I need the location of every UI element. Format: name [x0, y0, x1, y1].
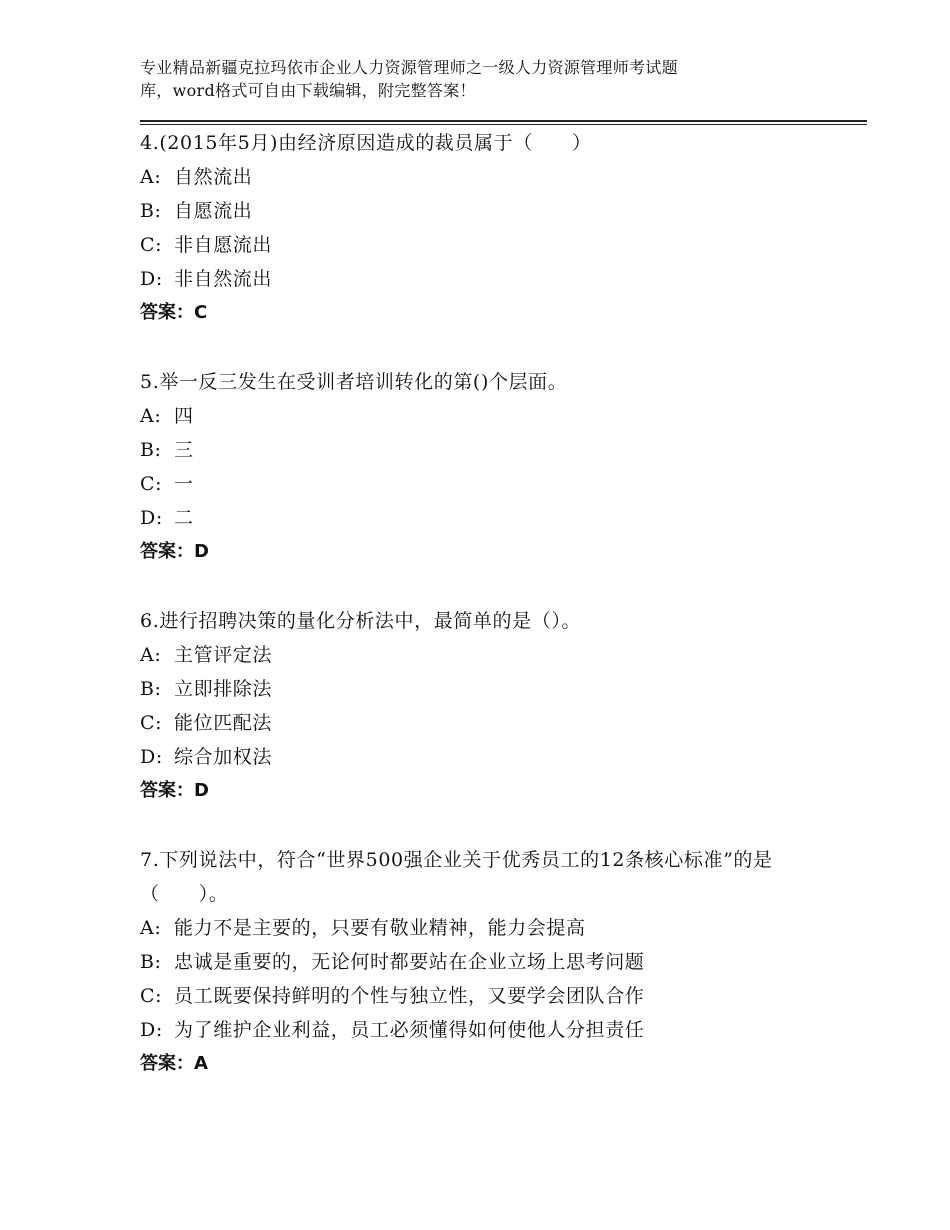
- option-text: 忠诚是重要的，无论何时都要站在企业立场上思考问题: [174, 951, 645, 973]
- option-text: 四: [174, 405, 194, 427]
- option-d: [140, 501, 867, 535]
- option-a: [140, 160, 867, 194]
- document-header: [140, 56, 780, 102]
- question-5: [140, 365, 867, 569]
- answer-value: D: [194, 541, 209, 562]
- option-b: [140, 194, 867, 228]
- answer-value: A: [194, 1053, 208, 1074]
- option-a: [140, 911, 867, 945]
- question-stem: 4.(2015年5月)由经济原因造成的裁员属于（ ）: [140, 132, 592, 154]
- option-letter: C:: [140, 985, 163, 1007]
- option-letter: C:: [140, 473, 163, 495]
- question-7: [140, 843, 867, 1081]
- answer-line: [140, 1047, 867, 1081]
- answer-line: [140, 535, 867, 569]
- option-d: [140, 262, 867, 296]
- option-letter: D:: [140, 1019, 163, 1041]
- option-letter: C:: [140, 234, 163, 256]
- option-c: [140, 979, 867, 1013]
- option-text: 自愿流出: [174, 200, 253, 222]
- option-letter: D:: [140, 268, 163, 290]
- option-letter: B:: [140, 951, 162, 973]
- option-b: [140, 672, 867, 706]
- option-a: [140, 399, 867, 433]
- option-letter: A:: [140, 405, 162, 427]
- question-4: [140, 126, 867, 330]
- answer-value: D: [194, 780, 209, 801]
- option-text: 综合加权法: [174, 746, 273, 768]
- option-text: 三: [174, 439, 194, 461]
- option-text: 能力不是主要的，只要有敬业精神，能力会提高: [174, 917, 586, 939]
- answer-value: C: [194, 302, 208, 323]
- option-text: 为了维护企业利益，员工必须懂得如何使他人分担责任: [174, 1019, 645, 1041]
- option-text: 立即排除法: [174, 678, 273, 700]
- option-c: [140, 228, 867, 262]
- answer-label: 答案：: [140, 302, 194, 323]
- option-text: 非自然流出: [174, 268, 273, 290]
- question-6: [140, 604, 867, 808]
- option-a: [140, 638, 867, 672]
- answer-label: 答案：: [140, 780, 194, 801]
- question-stem: 7.下列说法中，符合“世界500强企业关于优秀员工的12条核心标准”的是（ ）。: [140, 849, 773, 905]
- option-letter: A:: [140, 917, 162, 939]
- header-line-2: 库，word格式可自由下载编辑，附完整答案！: [140, 81, 476, 100]
- option-b: [140, 945, 867, 979]
- option-c: [140, 706, 867, 740]
- option-text: 非自愿流出: [174, 234, 273, 256]
- option-text: 主管评定法: [174, 644, 273, 666]
- option-letter: D:: [140, 507, 163, 529]
- answer-line: [140, 774, 867, 808]
- question-stem: 6.进行招聘决策的量化分析法中，最简单的是（）。: [140, 610, 582, 632]
- answer-label: 答案：: [140, 541, 194, 562]
- option-text: 二: [174, 507, 194, 529]
- header-line-1: 专业精品新疆克拉玛依市企业人力资源管理师之一级人力资源管理师考试题: [140, 58, 678, 77]
- option-text: 员工既要保持鲜明的个性与独立性，又要学会团队合作: [174, 985, 645, 1007]
- answer-label: 答案：: [140, 1053, 194, 1074]
- option-text: 能位匹配法: [174, 712, 273, 734]
- option-text: 一: [174, 473, 194, 495]
- answer-line: [140, 296, 867, 330]
- option-letter: D:: [140, 746, 163, 768]
- option-letter: A:: [140, 644, 162, 666]
- option-d: [140, 1013, 867, 1047]
- option-text: 自然流出: [174, 166, 253, 188]
- option-d: [140, 740, 867, 774]
- option-letter: C:: [140, 712, 163, 734]
- header-divider: [140, 120, 867, 125]
- option-b: [140, 433, 867, 467]
- option-letter: A:: [140, 166, 162, 188]
- option-letter: B:: [140, 439, 162, 461]
- option-letter: B:: [140, 678, 162, 700]
- option-c: [140, 467, 867, 501]
- question-stem: 5.举一反三发生在受训者培训转化的第()个层面。: [140, 371, 568, 393]
- option-letter: B:: [140, 200, 162, 222]
